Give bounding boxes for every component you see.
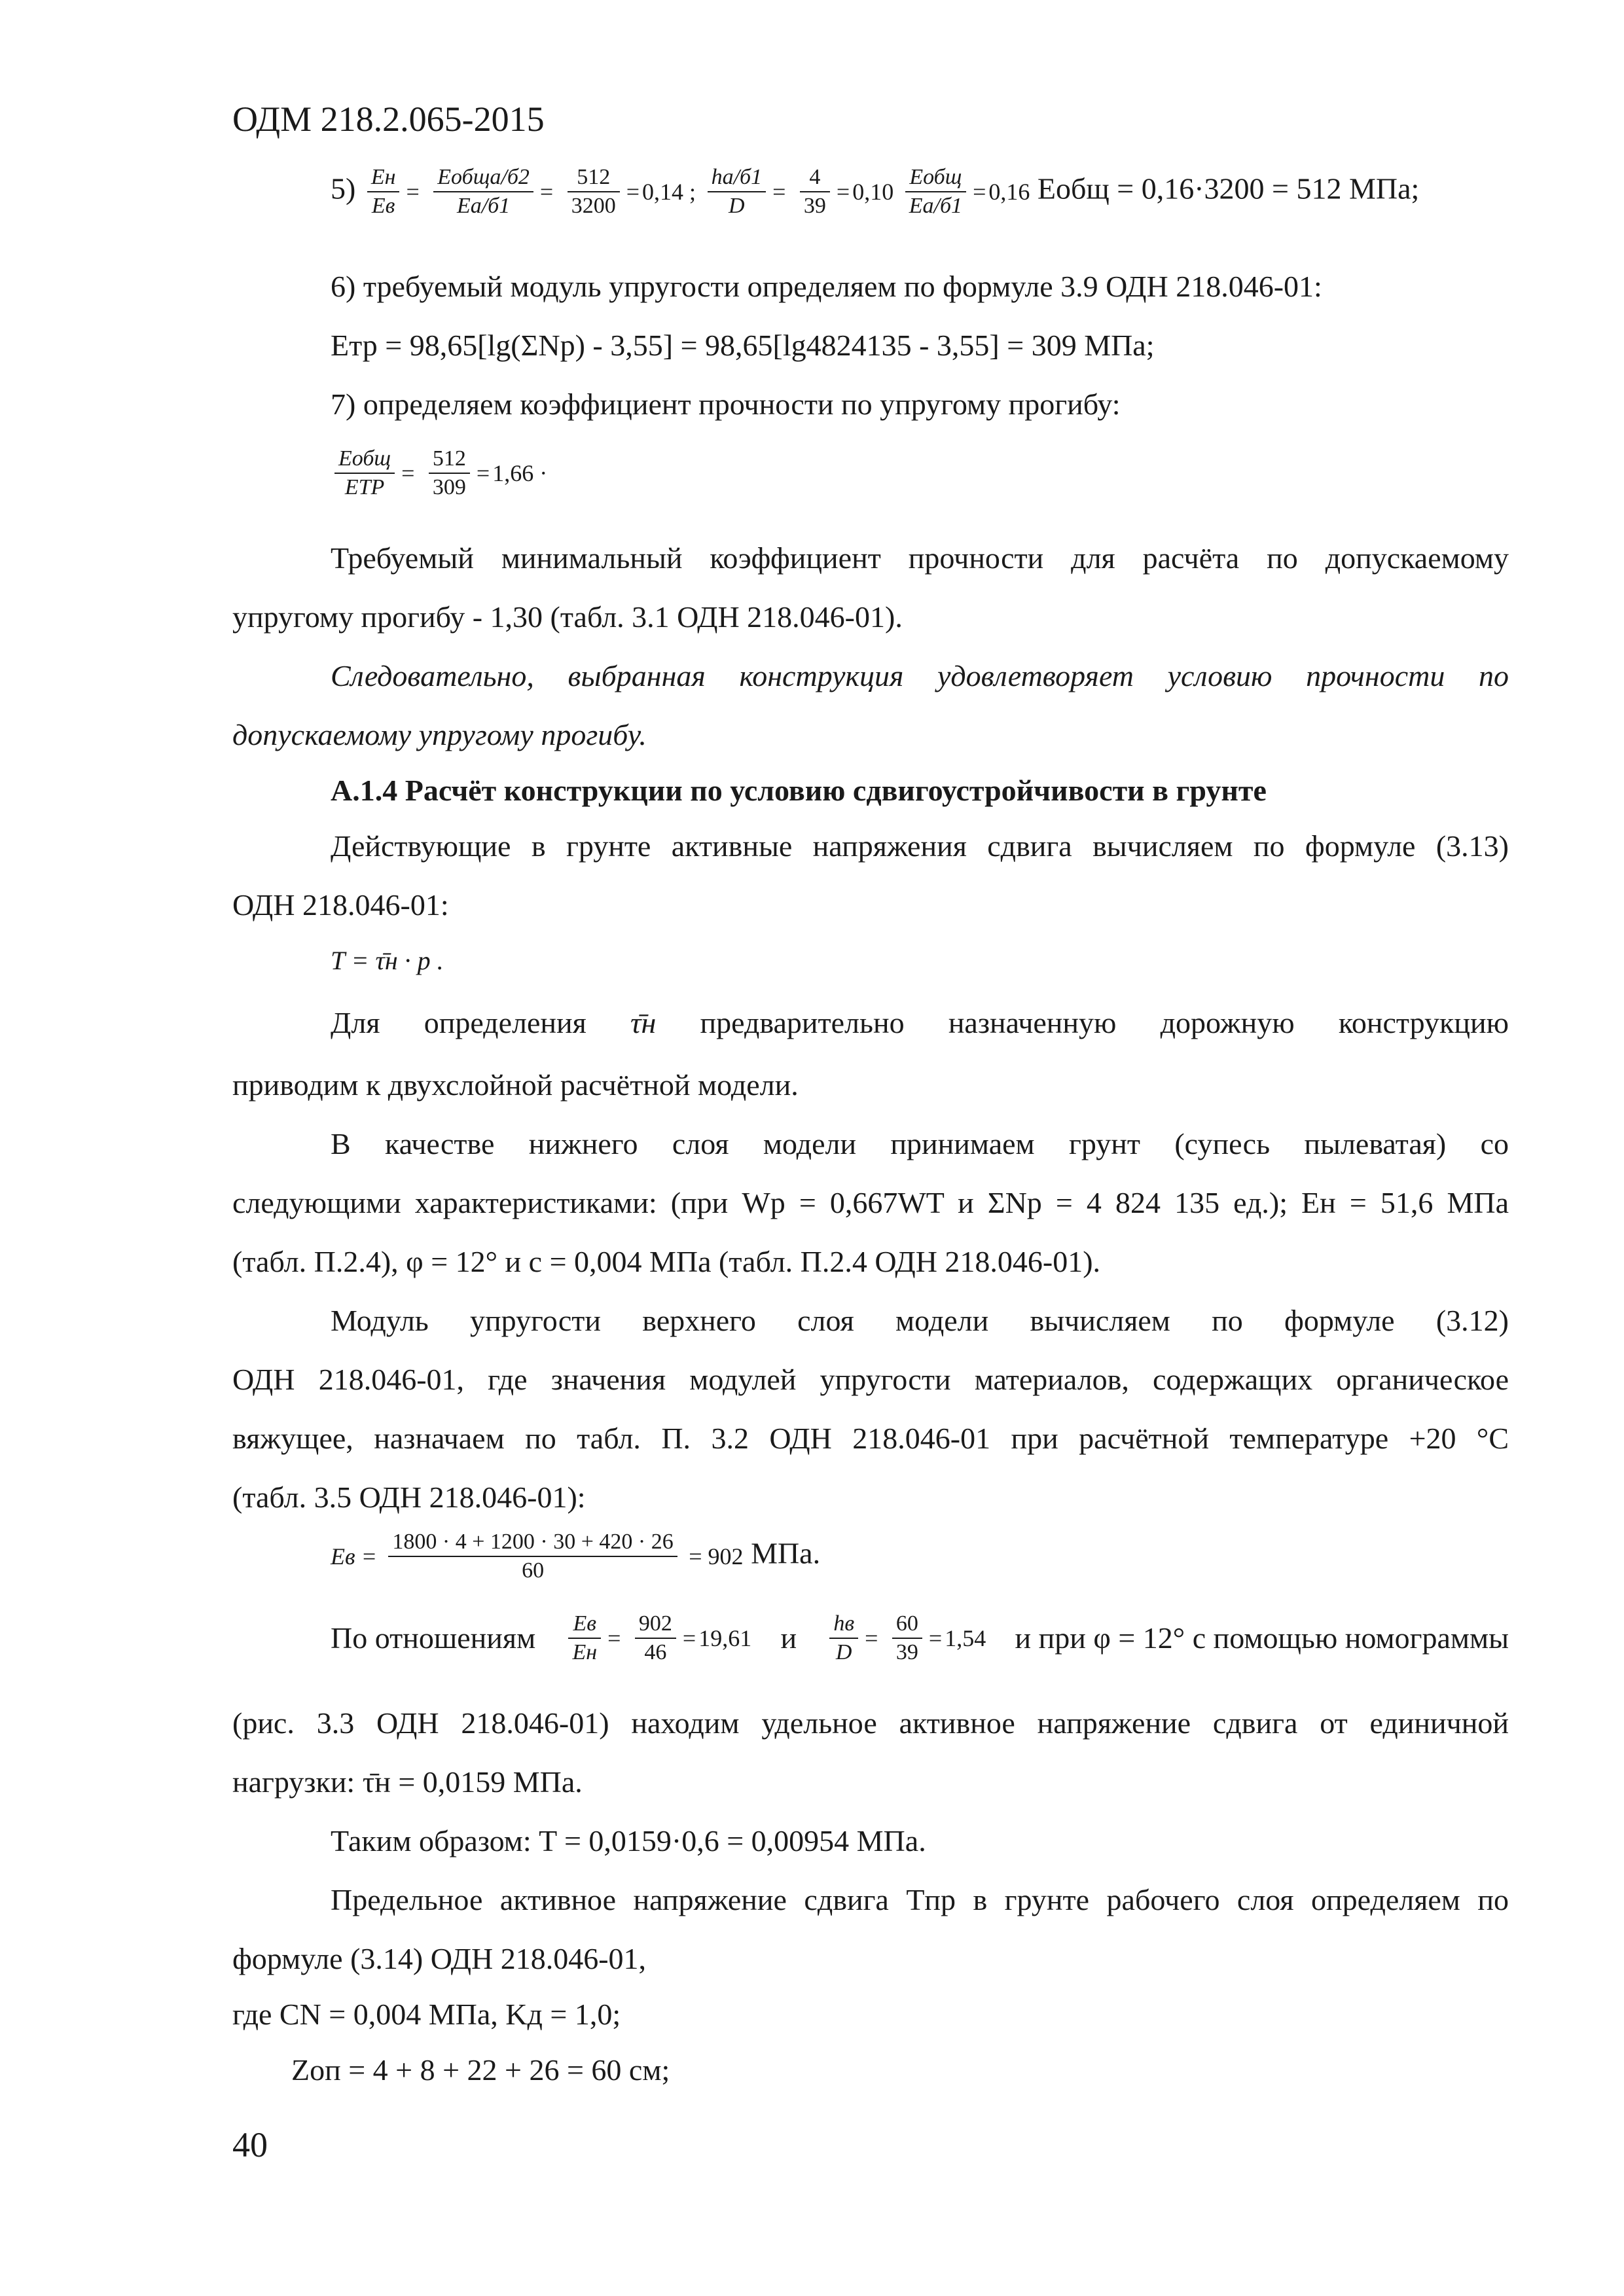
- ratio-group-1: $\frac{Eв}{Eн}$ = $\frac{902}{46}$ = 19,61: [564, 1610, 751, 1666]
- unit: МПа.: [751, 1536, 821, 1570]
- paragraph-ratios: [331, 1610, 1509, 1666]
- fraction-numerator: hв: [829, 1610, 858, 1639]
- ratio-value: 1,66 ·: [492, 460, 548, 486]
- fraction-denominator: 309: [432, 475, 466, 499]
- fraction-numerator: Eобщ: [905, 164, 966, 192]
- fraction-numerator: ha/б1: [708, 164, 767, 192]
- fraction-denominator: Ea/б1: [456, 194, 511, 218]
- fraction-denominator: 3200: [571, 194, 616, 218]
- fraction-numerator: Eн: [367, 164, 400, 192]
- paragraph-shear-stress-line1: Действующие в грунте активные напряжения сдвига вычисляем по формуле (3.13): [331, 829, 1509, 863]
- word: назначенную: [948, 1006, 1117, 1039]
- fraction-512-309: [429, 445, 470, 501]
- fraction-ev-en: [568, 1610, 601, 1666]
- word: определения: [424, 1006, 586, 1039]
- step-number: 5): [331, 171, 356, 206]
- fraction-eobsh-eab1: [905, 164, 966, 220]
- fraction-eobsh-eab: [433, 164, 533, 220]
- paragraph-lower-layer-line2: следующими характеристиками: (при Wр = 0,667WT и ΣNр = 4 824 135 ед.); Eн = 51,6 МПа: [232, 1186, 1509, 1219]
- fraction-denominator: ETP: [344, 475, 385, 499]
- fraction-512-3200: [568, 164, 620, 220]
- fraction-denominator: D: [729, 194, 745, 218]
- ratio-group-2: $\frac{hв}{D}$ = $\frac{60}{39}$ = 1,54: [825, 1610, 986, 1666]
- tau-symbol: τ̄н: [630, 1006, 657, 1039]
- paragraph-nomogram-line1: (рис. 3.3 ОДН 218.046-01) находим удельное активное напряжение сдвига от единичной: [232, 1706, 1509, 1740]
- fraction-denominator: 60: [522, 1558, 545, 1583]
- fraction-denominator: Ea/б1: [909, 194, 963, 218]
- paragraph-model-line2: приводим к двухслойной расчётной модели.: [232, 1068, 799, 1102]
- formula-lhs: Eв =: [331, 1543, 377, 1570]
- paragraph-lower-layer-line1: В качестве нижнего слоя модели принимаем грунт (супесь пылеватая) со: [331, 1127, 1509, 1160]
- fraction-ev: [388, 1528, 677, 1585]
- word: предварительно: [700, 1006, 905, 1039]
- paragraph-coefficients: где CN = 0,004 МПа, Kд = 1,0;: [232, 1998, 621, 2031]
- fraction-numerator: 512: [429, 445, 470, 474]
- page-number: 40: [232, 2125, 268, 2164]
- formula-ev: [331, 1528, 820, 1585]
- paragraph-conclusion-line1: Следовательно, выбранная конструкция удовлетворяет условию прочности по: [331, 659, 1509, 692]
- ratio-value: 0,14 ;: [642, 179, 696, 205]
- fraction-denominator: D: [835, 1640, 852, 1664]
- section-heading-a14: А.1.4 Расчёт конструкции по условию сдвигоустройчивости в грунте: [331, 774, 1267, 807]
- formula-step-5: 5) $\frac{Eн}{Eв}$ = $\frac{\text{Eобщa/б2}}{Ea/б1}$ = $\frac{512}{3200}$ = 0,14 ; $\frac{ha/б1}{D}$ = $\frac{4}{39}$ = 0,10 $\frac{\text{Eобщ}}{Ea/б1}$ = 0,16 Eобщ = 0,16·3200 = 512 МПа;: [331, 164, 1419, 220]
- fraction-denominator: 39: [803, 194, 826, 218]
- ratio-value: 1,54: [945, 1625, 986, 1651]
- fraction-numerator: 512: [568, 164, 620, 192]
- word: Для: [331, 1006, 380, 1039]
- word: дорожную: [1160, 1006, 1295, 1039]
- paragraph-limit-stress-line2: формуле (3.14) ОДН 218.046-01,: [232, 1942, 647, 1975]
- paragraph-step-7: 7) определяем коэффициент прочности по упругому прогибу:: [331, 387, 1121, 421]
- fraction-denominator: Eв: [371, 194, 395, 218]
- fraction-denominator: 46: [644, 1640, 667, 1664]
- fraction-902-46: [635, 1610, 676, 1666]
- ratio-value: 19,61: [698, 1625, 752, 1651]
- fraction-h-d: [708, 164, 767, 220]
- paragraph-limit-stress-line1: Предельное активное напряжение сдвига Tпр в грунте рабочего слоя определяем по: [331, 1883, 1509, 1916]
- paragraph-model-line1: [331, 1005, 1509, 1041]
- word: и: [780, 1621, 797, 1655]
- formula-result: = 902: [689, 1543, 744, 1570]
- fraction-denominator: Eн: [572, 1640, 598, 1664]
- paragraph-shear-stress-line2: ОДН 218.046-01:: [232, 888, 449, 922]
- paragraph-result-T: Таким образом: T = 0,0159·0,6 = 0,00954 МПа.: [331, 1824, 926, 1857]
- paragraph-required-coefficient-line2: упругому прогибу - 1,30 (табл. 3.1 ОДН 218.046-01).: [232, 600, 903, 634]
- paragraph-conclusion-line2: допускаемому упругому прогибу.: [232, 718, 647, 751]
- fraction-numerator: 1800 · 4 + 1200 · 30 + 420 · 26: [388, 1528, 677, 1557]
- paragraph-upper-layer-line3: вяжущее, назначаем по табл. П. 3.2 ОДН 218.046-01 при расчётной температуре +20 °С: [232, 1422, 1509, 1455]
- paragraph-upper-layer-line2: ОДН 218.046-01, где значения модулей упругости материалов, содержащих органическое: [232, 1363, 1509, 1396]
- fraction-numerator: Eобщ: [334, 445, 395, 474]
- paragraph-upper-layer-line1: Модуль упругости верхнего слоя модели вычисляем по формуле (3.12): [331, 1304, 1509, 1337]
- paragraph-upper-layer-line4: (табл. 3.5 ОДН 218.046-01):: [232, 1480, 586, 1514]
- fraction-numerator: Eв: [568, 1610, 601, 1639]
- word: конструкцию: [1338, 1006, 1509, 1039]
- paragraph-required-coefficient-line1: Требуемый минимальный коэффициент прочности для расчёта по допускаемому: [331, 541, 1509, 575]
- fraction-eobsh-etr: [334, 445, 395, 501]
- word: По отношениям: [331, 1621, 536, 1655]
- formula-T: T = τ̄н · p .: [331, 946, 444, 975]
- fraction-en-ev: [367, 164, 400, 220]
- paragraph-nomogram-line2: нагрузки: τ̄н = 0,0159 МПа.: [232, 1765, 583, 1799]
- words: и при φ = 12° с помощью номограммы: [1015, 1621, 1509, 1655]
- paragraph-step-6: 6) требуемый модуль упругости определяем по формуле 3.9 ОДН 218.046-01:: [331, 270, 1322, 303]
- fraction-denominator: 39: [895, 1640, 918, 1664]
- page-header: ОДМ 218.2.065-2015: [232, 99, 545, 139]
- formula-etr: Eтр = 98,65[lg(ΣNр) - 3,55] = 98,65[lg4824135 - 3,55] = 309 МПа;: [331, 329, 1155, 362]
- paragraph-zop: Zоп = 4 + 8 + 22 + 26 = 60 см;: [291, 2053, 670, 2087]
- ratio-value: 0,10: [852, 179, 894, 205]
- fraction-4-39: [800, 164, 830, 220]
- fraction-numerator: 60: [892, 1610, 922, 1639]
- paragraph-lower-layer-line3: (табл. П.2.4), φ = 12° и c = 0,004 МПа (табл. П.2.4 ОДН 218.046-01).: [232, 1245, 1101, 1278]
- fraction-hv-d: [829, 1610, 858, 1666]
- formula-tail: Eобщ = 0,16·3200 = 512 МПа;: [1037, 171, 1420, 206]
- fraction-numerator: 902: [635, 1610, 676, 1639]
- fraction-numerator: 4: [800, 164, 830, 192]
- fraction-60-39: [892, 1610, 922, 1666]
- formula-strength-coefficient: $\frac{\text{Eобщ}}{\text{ETP}}$ = $\frac{512}{309}$ = 1,66 ·: [331, 445, 547, 501]
- ratio-value: 0,16: [988, 179, 1030, 205]
- fraction-numerator: Eобщa/б2: [433, 164, 533, 192]
